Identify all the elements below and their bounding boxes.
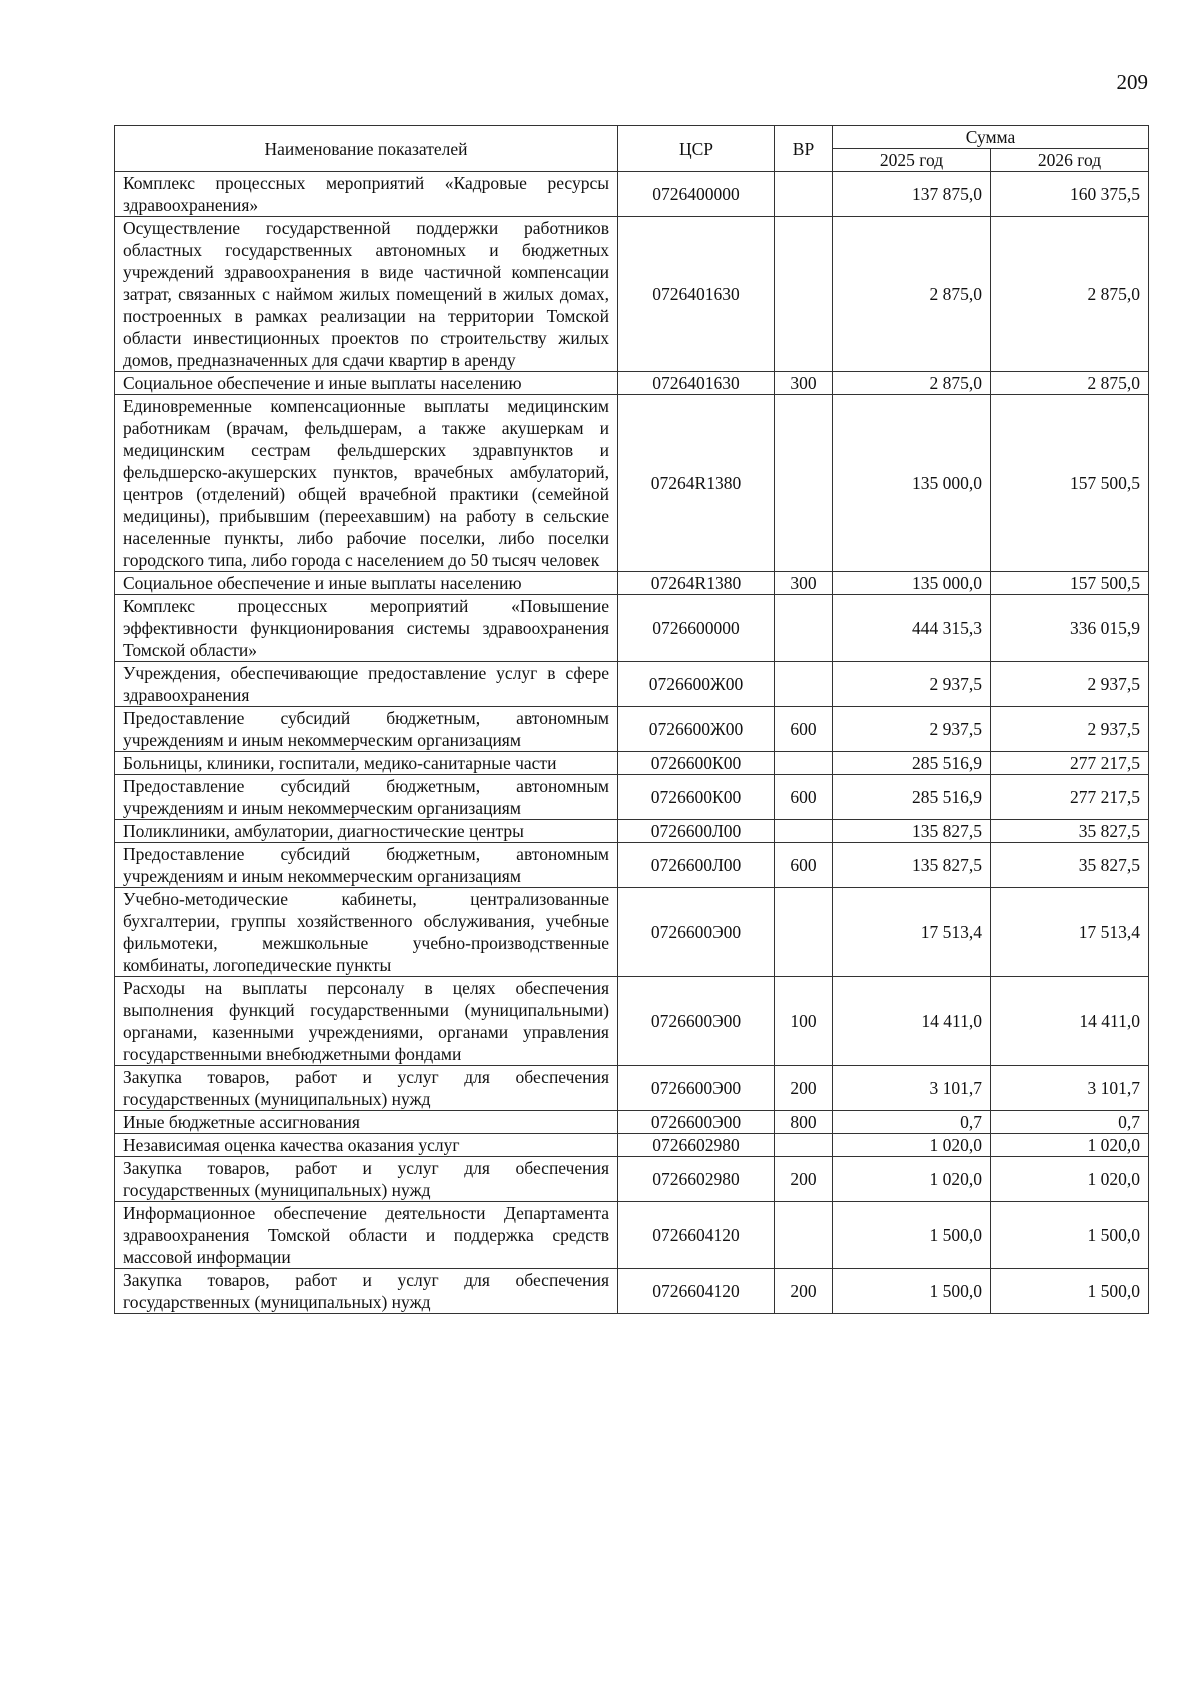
row-csr-cell: 0726604120 (618, 1202, 775, 1269)
row-2025-amount-cell: 1 020,0 (833, 1157, 991, 1202)
table-row (115, 595, 1149, 662)
row-name-cell: Информационное обеспечение деятельности Департамента здравоохранения Томской области и поддержка средств массовой информации (115, 1202, 618, 1269)
header-vr: ВР (775, 126, 833, 172)
row-vr-cell (775, 1134, 833, 1157)
table-row (115, 372, 1149, 395)
row-2025-amount-cell: 135 000,0 (833, 395, 991, 572)
row-2026-amount-cell: 3 101,7 (991, 1066, 1149, 1111)
row-name-cell: Закупка товаров, работ и услуг для обеспечения государственных (муниципальных) нужд (115, 1269, 618, 1314)
row-2026-amount-cell: 17 513,4 (991, 888, 1149, 977)
row-name-cell: Предоставление субсидий бюджетным, автономным учреждениям и иным некоммерческим организациям (115, 775, 618, 820)
row-2026-amount-cell: 277 217,5 (991, 752, 1149, 775)
row-2025-amount-cell: 137 875,0 (833, 172, 991, 217)
row-name-cell: Учреждения, обеспечивающие предоставление услуг в сфере здравоохранения (115, 662, 618, 707)
row-2026-amount-cell: 160 375,5 (991, 172, 1149, 217)
row-name-cell: Комплекс процессных мероприятий «Кадровые ресурсы здравоохранения» (115, 172, 618, 217)
table-row (115, 217, 1149, 372)
row-2025-amount-cell: 285 516,9 (833, 752, 991, 775)
row-2025-amount-cell: 1 500,0 (833, 1269, 991, 1314)
row-2026-amount-cell: 0,7 (991, 1111, 1149, 1134)
row-2026-amount-cell: 2 875,0 (991, 372, 1149, 395)
row-vr-cell (775, 217, 833, 372)
row-2026-amount-cell: 2 875,0 (991, 217, 1149, 372)
table-row (115, 775, 1149, 820)
row-csr-cell: 0726600Э00 (618, 977, 775, 1066)
row-vr-cell: 200 (775, 1066, 833, 1111)
row-csr-cell: 0726400000 (618, 172, 775, 217)
row-vr-cell: 300 (775, 572, 833, 595)
row-vr-cell: 200 (775, 1157, 833, 1202)
row-name-cell: Социальное обеспечение и иные выплаты населению (115, 372, 618, 395)
row-2025-amount-cell: 0,7 (833, 1111, 991, 1134)
row-csr-cell: 0726600Э00 (618, 888, 775, 977)
row-vr-cell: 800 (775, 1111, 833, 1134)
row-2026-amount-cell: 35 827,5 (991, 820, 1149, 843)
table-row (115, 172, 1149, 217)
row-vr-cell (775, 662, 833, 707)
row-2026-amount-cell: 1 500,0 (991, 1269, 1149, 1314)
row-2025-amount-cell: 135 827,5 (833, 820, 991, 843)
row-2025-amount-cell: 1 500,0 (833, 1202, 991, 1269)
row-name-cell: Расходы на выплаты персоналу в целях обеспечения выполнения функций государственными (муниципальными) органами, казенными учреждениями, органами управления государственными внебюджетными фондами (115, 977, 618, 1066)
row-vr-cell (775, 172, 833, 217)
row-csr-cell: 07264R1380 (618, 395, 775, 572)
row-csr-cell: 0726600Ж00 (618, 707, 775, 752)
table-row (115, 1269, 1149, 1314)
row-name-cell: Комплекс процессных мероприятий «Повышение эффективности функционирования системы здравоохранения Томской области» (115, 595, 618, 662)
row-2026-amount-cell: 336 015,9 (991, 595, 1149, 662)
header-sum: Сумма (833, 126, 1149, 149)
row-name-cell: Закупка товаров, работ и услуг для обеспечения государственных (муниципальных) нужд (115, 1066, 618, 1111)
row-2025-amount-cell: 2 937,5 (833, 662, 991, 707)
row-vr-cell (775, 820, 833, 843)
row-csr-cell: 0726401630 (618, 217, 775, 372)
row-name-cell: Предоставление субсидий бюджетным, автономным учреждениям и иным некоммерческим организациям (115, 707, 618, 752)
row-vr-cell (775, 1202, 833, 1269)
row-csr-cell: 0726604120 (618, 1269, 775, 1314)
row-csr-cell: 0726600000 (618, 595, 775, 662)
table-row (115, 1111, 1149, 1134)
table-row (115, 888, 1149, 977)
row-name-cell: Учебно-методические кабинеты, централизованные бухгалтерии, группы хозяйственного обслуживания, учебные фильмотеки, межшкольные учебно-производственные комбинаты, логопедические пункты (115, 888, 618, 977)
table-row (115, 977, 1149, 1066)
row-vr-cell: 300 (775, 372, 833, 395)
table-row (115, 1066, 1149, 1111)
row-csr-cell: 0726600Л00 (618, 843, 775, 888)
table-row (115, 820, 1149, 843)
row-csr-cell: 07264R1380 (618, 572, 775, 595)
row-2025-amount-cell: 17 513,4 (833, 888, 991, 977)
row-name-cell: Независимая оценка качества оказания услуг (115, 1134, 618, 1157)
table-row (115, 843, 1149, 888)
row-name-cell: Социальное обеспечение и иные выплаты населению (115, 572, 618, 595)
row-2026-amount-cell: 2 937,5 (991, 707, 1149, 752)
row-name-cell: Предоставление субсидий бюджетным, автономным учреждениям и иным некоммерческим организациям (115, 843, 618, 888)
budget-table (114, 125, 1149, 1314)
row-2025-amount-cell: 135 000,0 (833, 572, 991, 595)
page-number: 209 (1116, 70, 1148, 94)
row-name-cell: Иные бюджетные ассигнования (115, 1111, 618, 1134)
row-name-cell: Поликлиники, амбулатории, диагностические центры (115, 820, 618, 843)
row-2026-amount-cell: 277 217,5 (991, 775, 1149, 820)
row-2025-amount-cell: 14 411,0 (833, 977, 991, 1066)
header-name: Наименование показателей (115, 126, 618, 172)
row-2026-amount-cell: 157 500,5 (991, 572, 1149, 595)
row-csr-cell: 0726600К00 (618, 775, 775, 820)
header-year-2025: 2025 год (833, 149, 991, 172)
row-csr-cell: 0726600Э00 (618, 1066, 775, 1111)
row-2026-amount-cell: 1 500,0 (991, 1202, 1149, 1269)
table-row (115, 1134, 1149, 1157)
row-2026-amount-cell: 2 937,5 (991, 662, 1149, 707)
table-header (115, 126, 1149, 172)
row-vr-cell (775, 395, 833, 572)
table-row (115, 395, 1149, 572)
row-csr-cell: 0726602980 (618, 1134, 775, 1157)
row-name-cell: Единовременные компенсационные выплаты медицинским работникам (врачам, фельдшерам, а также акушеркам и медицинским сестрам фельдшерских здравпунктов и фельдшерско-акушерских пунктов, врачебных амбулаторий, центров (отделений) общей врачебной практики (семейной медицины), прибывшим (переехавшим) на работу в сельские населенные пункты, либо рабочие поселки, либо поселки городского типа, либо города с населением до 50 тысяч человек (115, 395, 618, 572)
row-2025-amount-cell: 3 101,7 (833, 1066, 991, 1111)
row-vr-cell (775, 752, 833, 775)
row-2025-amount-cell: 285 516,9 (833, 775, 991, 820)
row-name-cell: Закупка товаров, работ и услуг для обеспечения государственных (муниципальных) нужд (115, 1157, 618, 1202)
table-row (115, 752, 1149, 775)
row-vr-cell: 600 (775, 843, 833, 888)
row-csr-cell: 0726600К00 (618, 752, 775, 775)
table-row (115, 707, 1149, 752)
table-row (115, 662, 1149, 707)
row-name-cell: Больницы, клиники, госпитали, медико-санитарные части (115, 752, 618, 775)
header-year-2026: 2026 год (991, 149, 1149, 172)
table-row (115, 572, 1149, 595)
table-body (115, 172, 1149, 1314)
row-2025-amount-cell: 1 020,0 (833, 1134, 991, 1157)
row-2026-amount-cell: 35 827,5 (991, 843, 1149, 888)
row-2025-amount-cell: 2 875,0 (833, 372, 991, 395)
row-2025-amount-cell: 135 827,5 (833, 843, 991, 888)
row-csr-cell: 0726600Э00 (618, 1111, 775, 1134)
row-csr-cell: 0726401630 (618, 372, 775, 395)
row-vr-cell: 100 (775, 977, 833, 1066)
row-vr-cell: 600 (775, 775, 833, 820)
row-name-cell: Осуществление государственной поддержки работников областных государственных автономных и бюджетных учреждений здравоохранения в виде частичной компенсации затрат, связанных с наймом жилых помещений в жилых домах, построенных в рамках реализации на территории Томской области инвестиционных проектов по строительству жилых домов, предназначенных для сдачи квартир в аренду (115, 217, 618, 372)
table-row (115, 1157, 1149, 1202)
row-vr-cell: 600 (775, 707, 833, 752)
row-2026-amount-cell: 1 020,0 (991, 1157, 1149, 1202)
row-vr-cell: 200 (775, 1269, 833, 1314)
row-vr-cell (775, 595, 833, 662)
row-2026-amount-cell: 14 411,0 (991, 977, 1149, 1066)
row-csr-cell: 0726600Л00 (618, 820, 775, 843)
row-vr-cell (775, 888, 833, 977)
row-2026-amount-cell: 157 500,5 (991, 395, 1149, 572)
header-csr: ЦСР (618, 126, 775, 172)
row-2025-amount-cell: 444 315,3 (833, 595, 991, 662)
table-row (115, 1202, 1149, 1269)
row-2026-amount-cell: 1 020,0 (991, 1134, 1149, 1157)
row-2025-amount-cell: 2 937,5 (833, 707, 991, 752)
row-csr-cell: 0726602980 (618, 1157, 775, 1202)
row-2025-amount-cell: 2 875,0 (833, 217, 991, 372)
row-csr-cell: 0726600Ж00 (618, 662, 775, 707)
